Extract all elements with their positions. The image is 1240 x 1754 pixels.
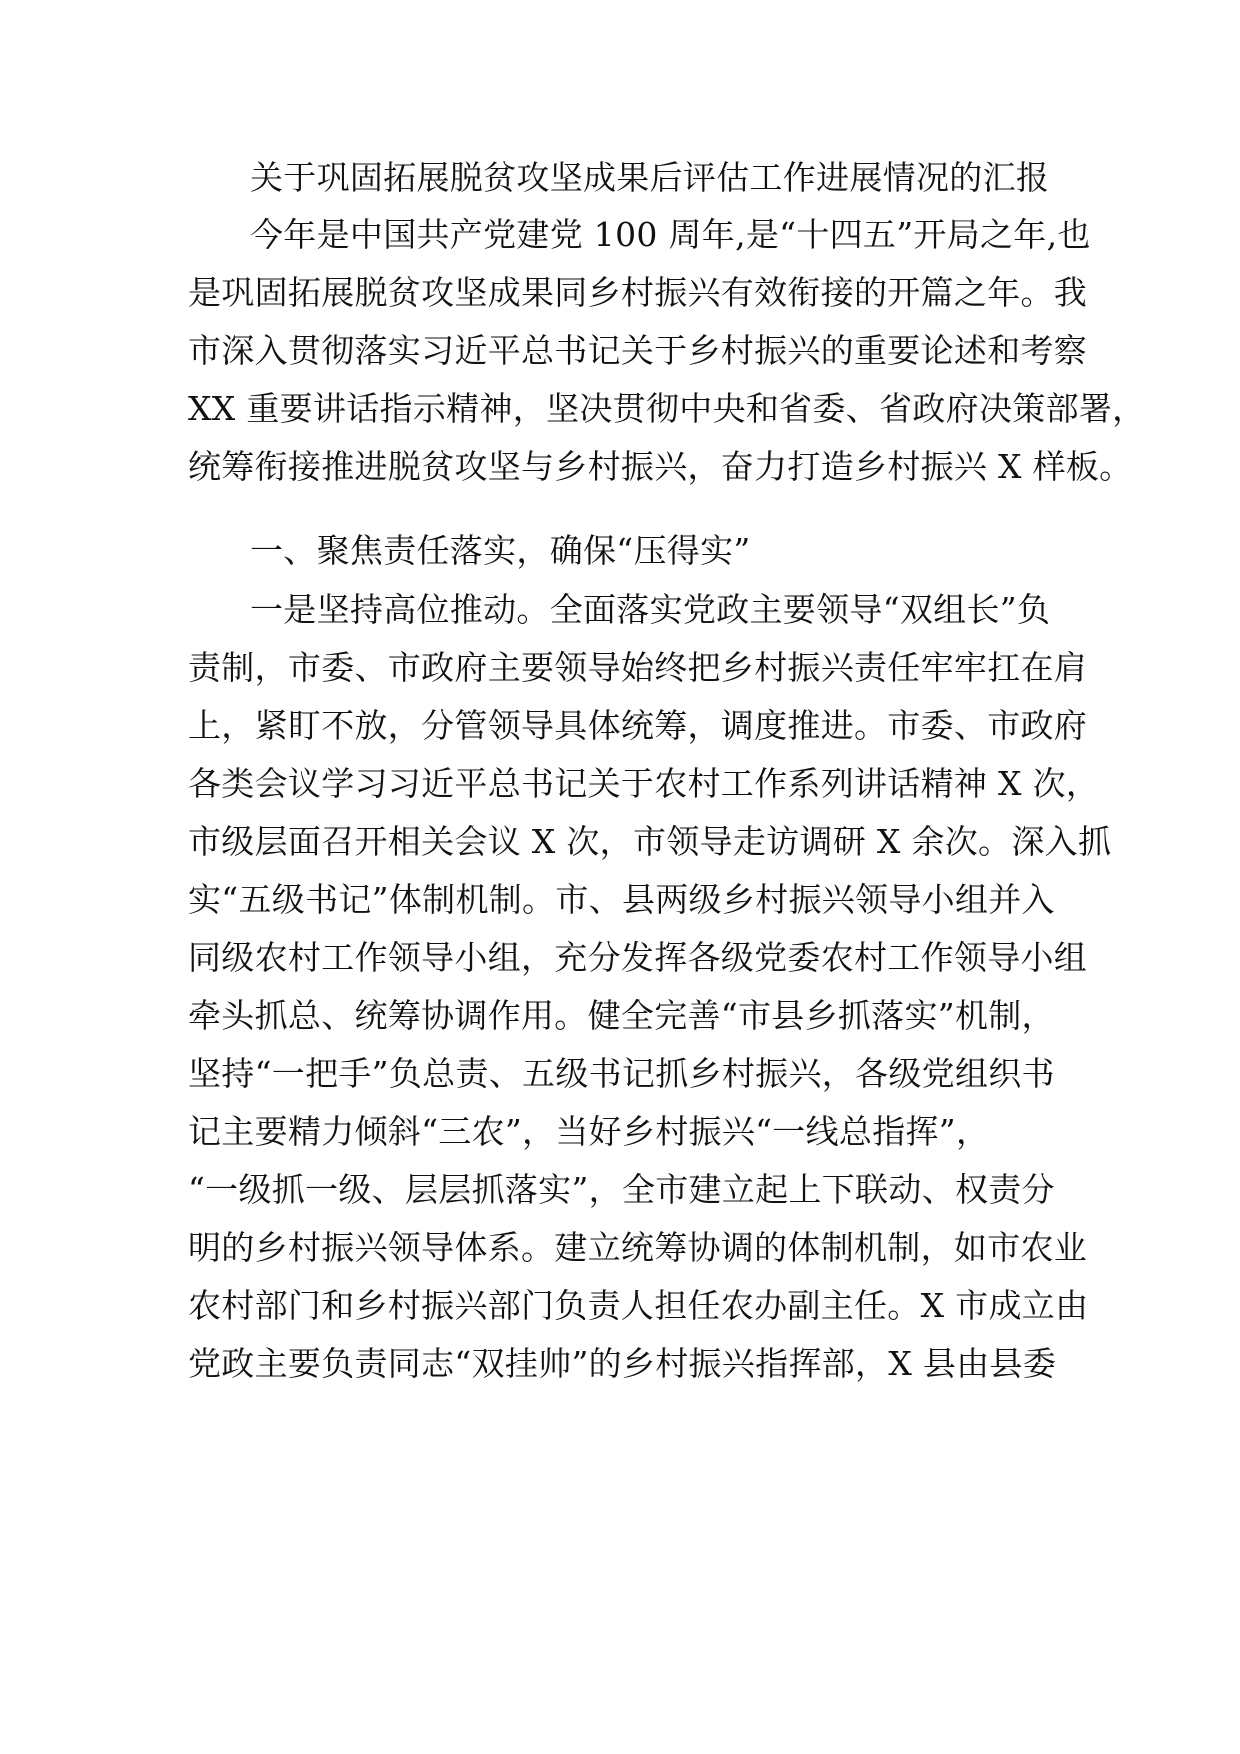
body-line-1: 一是坚持高位推动。全面落实党政主要领导“双组长”负 [250,590,1051,629]
intro-line-3: 市深入贯彻落实习近平总书记关于乡村振兴的重要论述和考察 [188,331,1088,370]
body-line-5: 市级层面召开相关会议 X 次，市领导走访调研 X 余次。深入抓 [188,822,1112,861]
document-title: 关于巩固拓展脱贫攻坚成果后评估工作进展情况的汇报 [250,158,1050,197]
body-line-6: 实“五级书记”体制机制。市、县两级乡村振兴领导小组并入 [188,880,1055,919]
body-line-3: 上，紧盯不放，分管领导具体统筹，调度推进。市委、市政府 [188,706,1088,745]
intro-line-5: 统筹衔接推进脱贫攻坚与乡村振兴，奋力打造乡村振兴 X 样板。 [188,447,1133,486]
body-line-7: 同级农村工作领导小组，充分发挥各级党委农村工作领导小组 [188,938,1088,977]
body-line-8: 牵头抓总、统筹协调作用。健全完善“市县乡抓落实”机制， [188,996,1055,1035]
body-line-13: 农村部门和乡村振兴部门负责人担任农办副主任。X 市成立由 [188,1286,1089,1325]
body-line-2: 责制，市委、市政府主要领导始终把乡村振兴责任牢牢扛在肩 [188,648,1088,687]
body-line-9: 坚持“一把手”负总责、五级书记抓乡村振兴，各级党组织书 [188,1054,1055,1093]
body-line-11: “一级抓一级、层层抓落实”，全市建立起上下联动、权责分 [188,1170,1055,1209]
intro-line-1: 今年是中国共产党建党 100 周年,是“十四五”开局之年,也 [250,215,1091,254]
body-line-12: 明的乡村振兴领导体系。建立统筹协调的体制机制，如市农业 [188,1228,1088,1267]
body-line-4: 各类会议学习习近平总书记关于农村工作系列讲话精神 X 次， [188,764,1100,803]
intro-line-4: XX 重要讲话指示精神，坚决贯彻中央和省委、省政府决策部署， [188,389,1146,428]
body-line-14: 党政主要负责同志“双挂帅”的乡村振兴指挥部，X 县由县委 [188,1344,1057,1383]
section-heading: 一、聚焦责任落实，确保“压得实” [250,531,751,570]
body-line-10: 记主要精力倾斜“三农”，当好乡村振兴“一线总指挥”， [188,1112,990,1151]
intro-line-2: 是巩固拓展脱贫攻坚成果同乡村振兴有效衔接的开篇之年。我 [188,273,1088,312]
